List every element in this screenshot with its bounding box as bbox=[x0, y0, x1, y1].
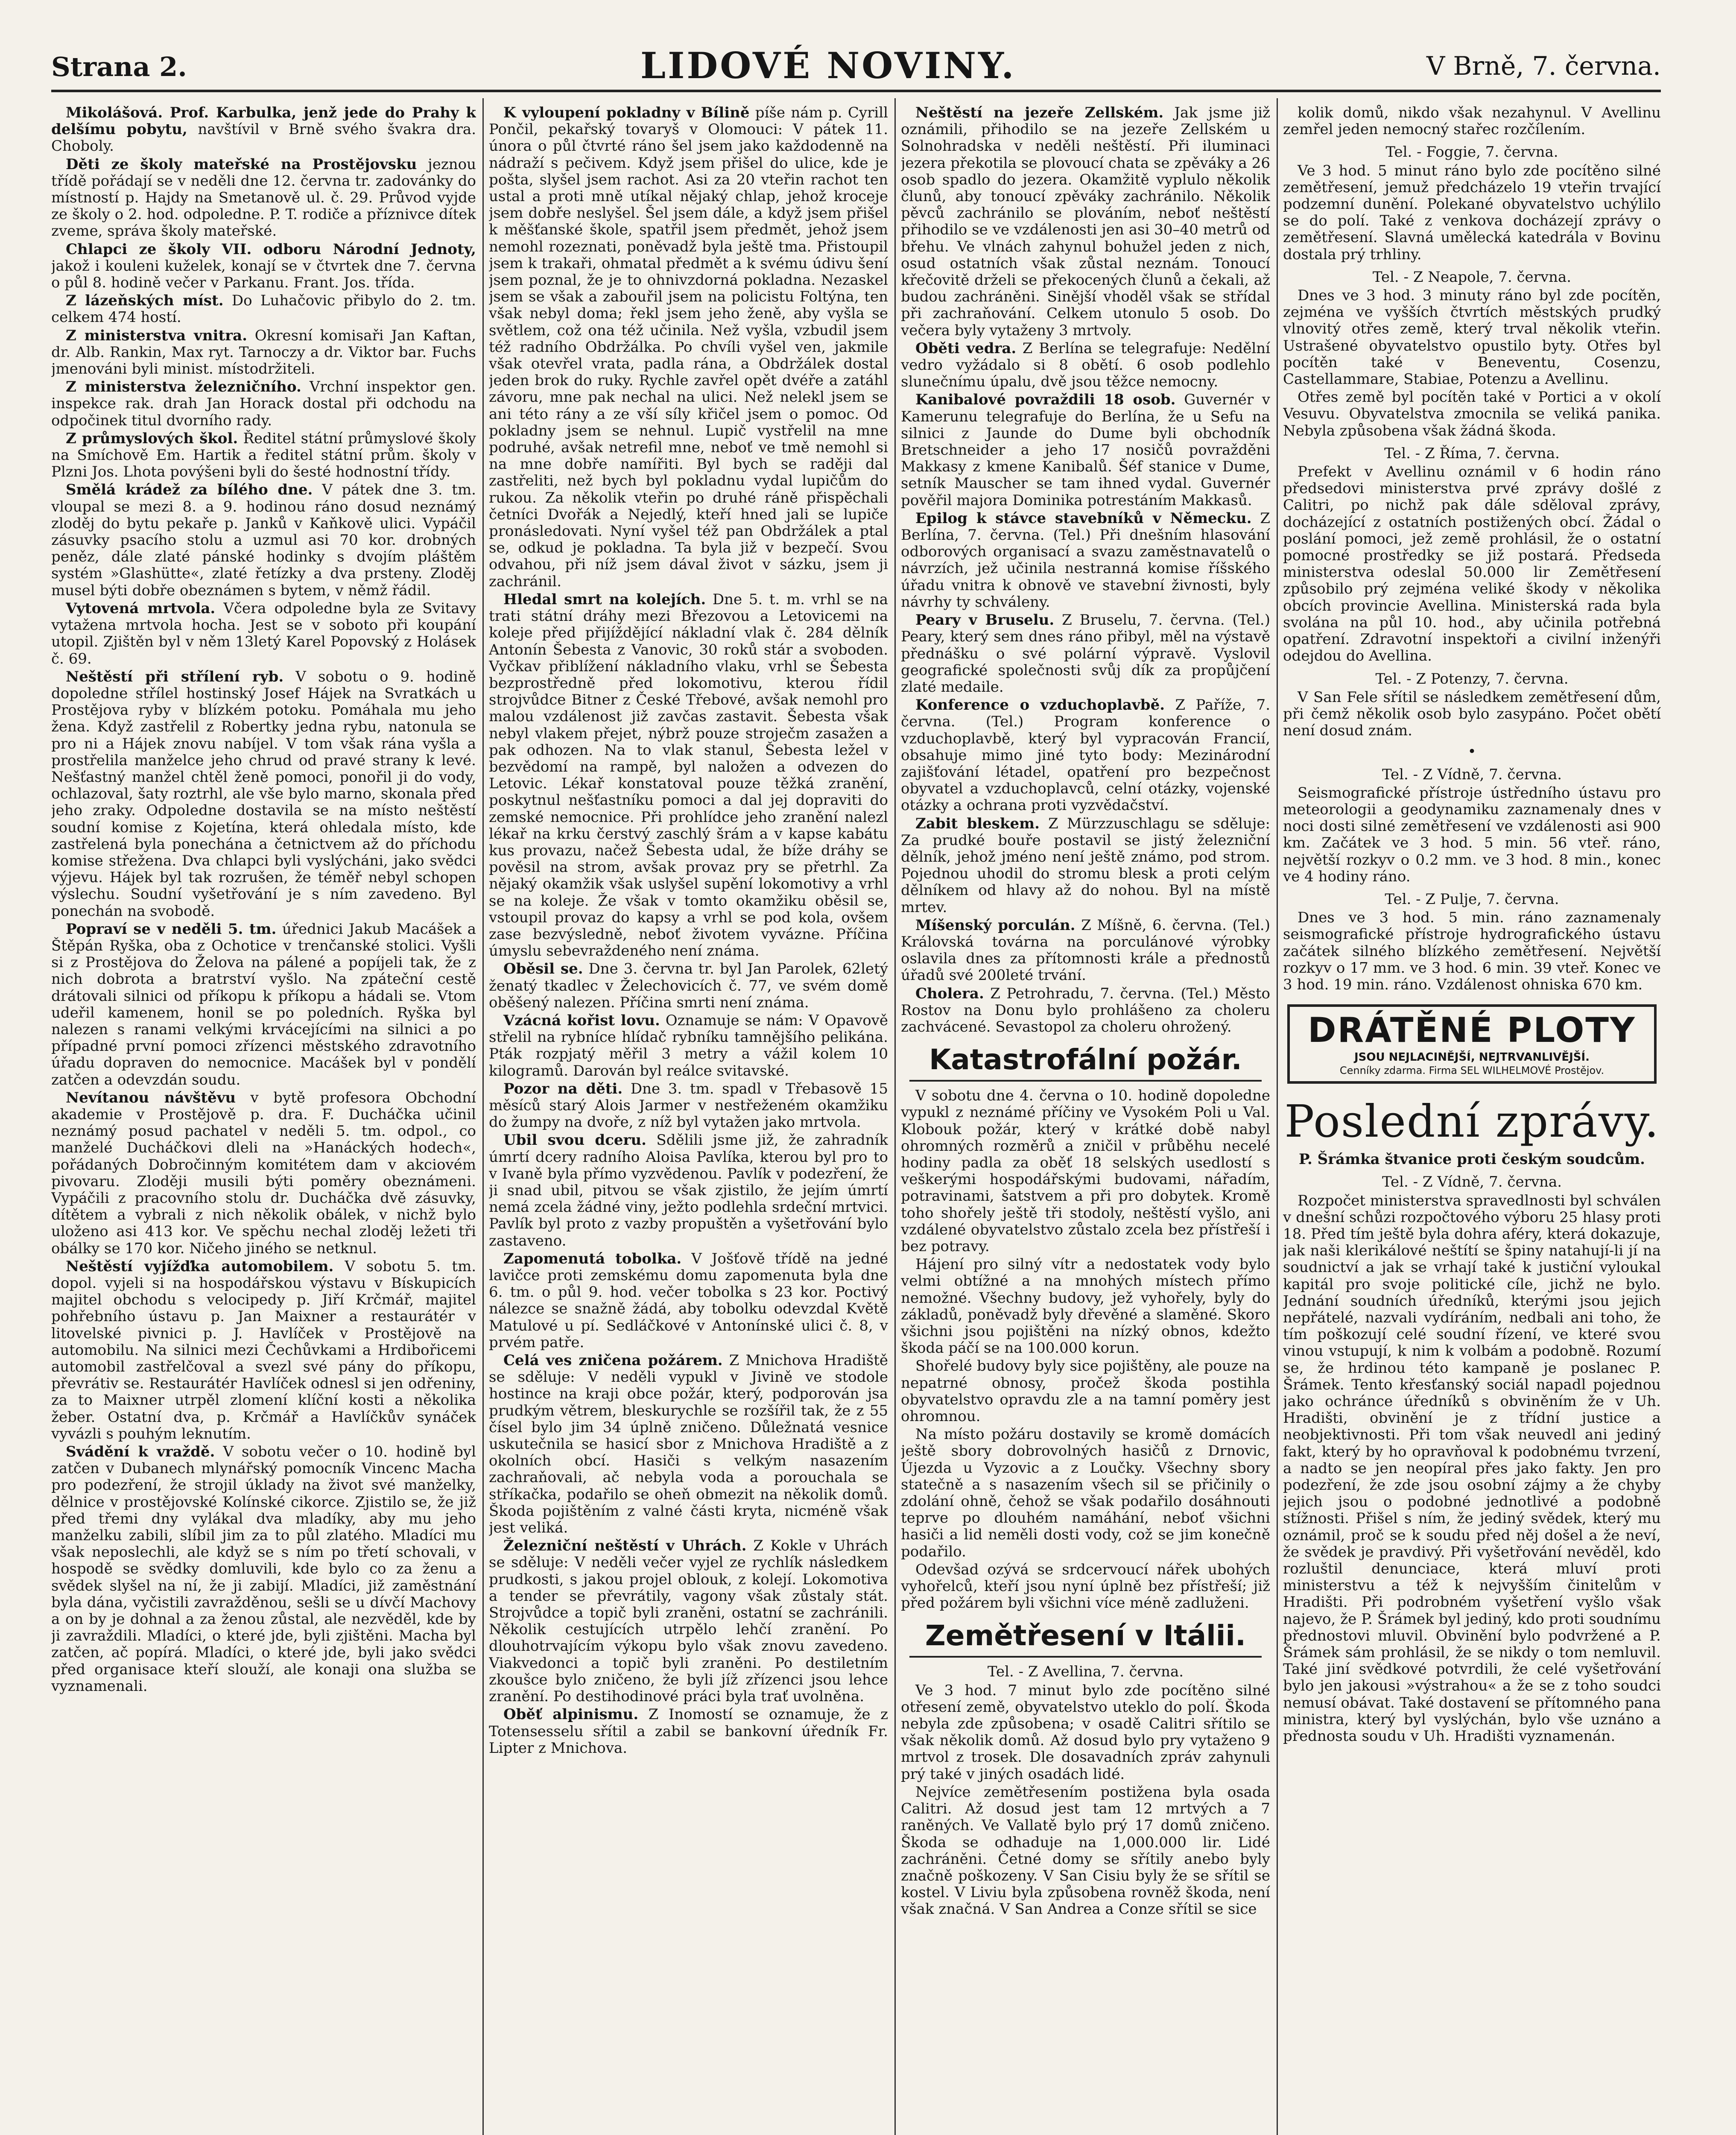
article-paragraph bbox=[901, 392, 1270, 509]
article-lead: Pozor na děti. bbox=[503, 1080, 623, 1097]
article-paragraph bbox=[51, 105, 476, 155]
article-text: v bytě profesora Obchodní akademie v Prostějově p. dra. F. Ducháčka učinil neznámý posud pachatel v neděli 5. tm. odpol., co manželé Ducháčkovi dleli na »Hanáckých hodech«, pořádaných Dobročinným komitétem dam v akciovém pivovaru. Zloději musili býti poměry obeznámeni. Vypáčili z pracovního stolu dr. Ducháčka dvě zásuvky, dítětem a vybrali z nich několik obálek, v nichž bylo uloženo asi 413 kor. Ve spěchu nechal zloděj ležeti tři obálky se 170 kor. Ničeho jiného se netknul. bbox=[51, 1089, 476, 1257]
article-text: Dnes ve 3 hod. 5 min. ráno zaznamenaly seismografické přístroje hydrografického ústavu začátek silného blízkého zemětřesení. Největší rozkyv o 17 mm. ve 3 hod. 6 min. 39 vteř. Konec ve 3 hod. 19 min. ráno. Vzdálenost ohniska 670 km. bbox=[1283, 909, 1661, 993]
article-text: Dne 3. tm. spadl v Třebasově 15 měsíců starý Alois Jarmer v nestřeženém okamžiku do žumpy na dvoře, z níž byl vytažen jako mrtvola. bbox=[489, 1080, 888, 1131]
article-text: Rozpočet ministerstva spravedlnosti byl schválen v dnešní schůzi rozpočtového výboru 25 hlasy proti 18. Před tím ještě byla dohra aféry, která dokazuje, jak naši klerikálové neštítí se špiny natahují-li jí na soudnictví a jak se vrhají také k justiční vyloukal kapitál pro svoje politické cíle, jichž ne bylo. Jednání soudních úředníků, kterými jsou jejich nepřátelé, nazvali vydíráním, nedbali ani toho, že tím poškozují celé soudní řízení, ve které svou vinou vstupují, k nim k volbám a podobně. Rozumí se, že hrdinou této kampaně je poslanec P. Šrámek. Tento křesťanský sociál napadl pojednou jako ochránce úředníků s obviněním že v Uh. Hradišti, obvinění je z třídní justice a neobjektivnosti. Při tom však neuvedl ani jediný fakt, který by ho opravňoval k podobnému tvrzení, a nadto se jen neopíral přes jako fakty. Jen pro podezření, že zde jsou osobní zájmy a že chyby jejich jsou o podobné jednotlivé a podobně stížnosti. Přišel s ním, že jediný svědek, který mu oznámil, proč se k soudu před něj došel a že neví, že svědek je pravdivý. Při vyšetřování nevěděl, kdo rozluštil denunciace, která mluví proti ministerstvu a též k nejvyšším činitelům v Hradišti. Při podrobném vyšetření vyšlo však najevo, že P. Šrámek byl jediný, kdo proti soudnímu přednostovi mluvil. Obvinění bylo podvržené a P. Šrámek sám prohlásil, že se nikdy o tom nemluvil. Také jiní svědkové potvrdili, že celé vyšetřování bylo jen jakousi »výstrahou« a že se z toho soudci nemusí obávat. Také dostavení se přítomného pana ministra, který byl vyslýchán, bylo vše uznáno a přednosta soudu v Uh. Hradišti vyznamenán. bbox=[1283, 1192, 1661, 1745]
article-paragraph bbox=[1283, 105, 1661, 138]
headline-underline bbox=[909, 1656, 1262, 1658]
article-paragraph bbox=[1283, 464, 1661, 664]
article-paragraph bbox=[1283, 910, 1661, 993]
article-paragraph bbox=[51, 1090, 476, 1257]
article-lead: Peary v Bruselu. bbox=[915, 611, 1055, 629]
article-text: V pátek dne 3. tm. vloupal se mezi 8. a 9. hodinou ráno dosud neznámý zloděj do bytu pekaře p. Janků v Kaňkově ulici. Vypáčil zásuvky psacího stolu a uzmul asi 70 kor. drobných peněz, dále zlaté pánské hodinky s dvojím pláštěm systém »Glashütte«, zlaté řetízky a dva prsteny. Zloděj musel býti dobře obeznámen s bytem, v němž řádil. bbox=[51, 481, 476, 599]
article-text: Seismografické přístroje ústředního ústavu pro meteorologii a geodynamiku zaznamenaly dnes v noci dosti silné zemětřesení ve vzdálenosti asi 900 km. Začátek ve 3 hod. 5 min. 56 vteř. ráno, největší rozkyv o 0.2 mm. ve 3 hod. 8 min., konec ve 4 hodiny ráno. bbox=[1283, 784, 1661, 885]
article-paragraph bbox=[51, 241, 476, 292]
article-paragraph bbox=[489, 1538, 888, 1705]
article-text: V sobotu večer o 10. hodině byl zatčen v Dubanech mlynářský pomocník Vincenc Macha pro podezření, že strojil úklady na život své manželky, dělnice v prostějovské Kolínské cikorce. Zjistilo se, že již před třemi dny vylákal dva mladíky, aby mu jeho manželku zabili, slíbil jim za to půl zlatého. Mladíci mu však neposlechli, ale když se s ním po třetí schovali, v hospodě se svědky domluvili, kde bylo co za ženu a svědek slyšel na ní, že ji zabijí. Mladíci, již zaměstnání byla dána, vyčistili zavražděnou, sešli se u dívčí Machovy a on by je dohnal a za ženou zůstal, ale nezvěděl, kde by ji zavraždili. Mladíci, o které jde, byli zjištěni. Macha byl zatčen, ač popírá. Mladíci, o které jde, byli jako svědci před organisace kteří slouží, ale konaji ona služba se vyznamenali. bbox=[51, 1443, 476, 1695]
article-lead: Ubil svou dceru. bbox=[503, 1132, 647, 1149]
article-text: V Jošťově třídě na jedné lavičce proti zemskému domu zapomenuta byla dne 6. tm. o půl 9. hod. večer tobolka s 23 kor. Poctivý nálezce se snažně žádá, aby tobolku odevzdal Květě Matulové u pí. Sedláčkové v Antonínské ulici č. 8, v prvém patře. bbox=[489, 1250, 888, 1351]
article-paragraph bbox=[901, 612, 1270, 696]
paper-title: LIDOVÉ NOVINY. bbox=[640, 44, 1016, 87]
ad-contact: Cenníky zdarma. Firma SEL WILHELMOVÉ Prostějov. bbox=[1339, 1065, 1604, 1077]
article-lead: Svádění k vraždě. bbox=[66, 1443, 215, 1461]
article-lead: Cholera. bbox=[915, 985, 984, 1002]
article-text: Na místo požáru dostavily se kromě domácích ještě sbory dobrovolných hasičů z Drnovic, Újezda u Vyzovic a z Loučky. Všechny sbory statečně a s nasazením všech sil se přičinily o zdolání ohně, čehož se však podařilo dosáhnouti teprve po dlouhém namáhání, neboť všichni hasiči a lid neměli dosti vody, což se jim konečně podařilo. bbox=[901, 1426, 1270, 1560]
article-paragraph bbox=[901, 1256, 1270, 1357]
article-paragraph bbox=[901, 816, 1270, 916]
article-paragraph bbox=[489, 961, 888, 1011]
article-paragraph bbox=[901, 1784, 1270, 1918]
article-lead: Děti ze školy mateřské na Prostějovsku bbox=[66, 155, 417, 173]
article-paragraph bbox=[51, 600, 476, 667]
article-lead: Z ministerstva vnitra. bbox=[66, 327, 247, 344]
article-text: navštívil v Brně svého švakra dra. Choboly. bbox=[51, 121, 476, 155]
article-lead: Z ministerstva železničního. bbox=[66, 378, 301, 396]
article-lead: Konference o vzduchoplavbě. bbox=[915, 696, 1165, 714]
article-paragraph bbox=[901, 1562, 1270, 1612]
article-text: Dne 3. června tr. byl Jan Parolek, 62letý ženatý tkadlec v Želechovicích č. 77, ve svém domě oběšený nalezen. Příčina smrti není známa. bbox=[489, 960, 888, 1011]
article-lead: Z průmyslových škol. bbox=[66, 430, 238, 447]
page-number: Strana 2. bbox=[51, 51, 187, 82]
article-lead: Vzácná kořist lovu. bbox=[503, 1012, 660, 1029]
article-paragraph bbox=[51, 1444, 476, 1695]
article-text: Z Kokle v Uhrách se sděluje: V neděli večer vyjel ze rychlík následkem prudkosti, s jakou projel oblouk, z kolejí. Lokomotiva a tender se převrátily, vagony však zůstaly stát. Strojvůdce a topič byli zraněni, ostatní se zachránili. Několik cestujících utrpělo lehčí zranění. Po dlouhotrvajícím výkopu bylo však znovu zavedeno. Viakvedonci a topič byli zraněni. Po destiletním zkoušce bylo zničeno, že byli jíž zřízenci jsou lehce zranění. Po destihodinové práci byla trať uvolněna. bbox=[489, 1537, 888, 1705]
article-lead: Vytovená mrtvola. bbox=[66, 600, 216, 617]
article-text: Z Mürzzuschlagu se sděluje: Za prudké bouře postavil se jistý železniční dělník, jehož jméno není ještě známo, pod strom. Pojednou uhodil do stromu blesk a proti celým dělníkem od hlavy až do nohou. Byl na místě mrtev. bbox=[901, 815, 1270, 916]
article-paragraph bbox=[901, 986, 1270, 1036]
article-text: jakož i kouleni kuželek, konají se v čtvrtek dne 7. června o půl 8. hodině večer v Parkanu. Frant. Jos. třída. bbox=[51, 257, 476, 292]
article-text: Z Mnichova Hradiště se sděluje: V neděli vypukl v Jivině ve stodole hostince na kraji obce požár, který, podporován jsa prudkým větrem, bleskurychle se rozšířil tak, že z 55 čísel bylo jim 34 úplně zničeno. Důležnatá vesnice uskutečnila se hasicí sbor z Mnichova Hradiště a z okolních obcí. Hasiči s velkým nasazením zachraňovali, ač nebyla voda a porouchala se stříkačka, podařilo se oheň obmezit na několik domů. Škoda pojištěním z valné části kryta, nicméně však jest veliká. bbox=[489, 1352, 888, 1537]
article-paragraph bbox=[51, 328, 476, 378]
article-lead: Smělá krádež za bílého dne. bbox=[66, 481, 313, 499]
article-text: V sobotu o 9. hodině dopoledne střílel hostinský Josef Hájek na Svratkách u Prostějova ryby v blízkém potoku. Pomáhala mu jeho žena. Když zastřelil z Robertky jedna rybu, natonula se pro ni a Hájek znovu nabíjel. V tom však rána vyšla a prostřelila manželce jeho chrud od pravé strany k levé. Nešťastný manžel chtěl ženě pomoci, ponořil ji do vody, ochlazoval, šaty roztrhl, ale vše bylo marno, skonala před jeho zraky. Odpoledne dostavila se na místo neštěstí soudní komise z Kojetína, která ohledala místo, kde zastřelená byla ponechána a četnictvem až do příchodu komise střežena. Dva chlapci byli vyslýcháni, jako svědci výjevu. Hájek byl tak rozrušen, že téměř nebyl schopen výslechu. Soudní vyšetřování je s ním zavedeno. Byl ponechán na svobodě. bbox=[51, 668, 476, 920]
article-text: Z Berlína, 7. června. (Tel.) Při dnešním hlasování odborových organisací a svazu zaměstnavatelů o návrzích, jež učinila nestranná komise říšského úřadu vnitra k obnově ve stavební živnosti, byly návrhy ty schváleny. bbox=[901, 509, 1270, 611]
article-text: Ve 3 hod. 7 minut bylo zde pocítěno silné otřesení země, obyvatelstvo uteklo do polí. Škoda nebyla zde způsobena; v osadě Calitri sřítilo se však několik domů. Až dosud bylo pry vytaženo 9 mrtvol z trosek. Dle dosavadních zpráv zahynuli prý také v jiných osadách lidé. bbox=[901, 1682, 1270, 1783]
article-paragraph bbox=[1283, 389, 1661, 439]
article-lead: Mikolášová. Prof. Karbulka, jenž jede do Prahy k delšímu pobytu, bbox=[51, 105, 476, 138]
dateline: Tel. - Z Avellina, 7. června. bbox=[987, 1663, 1184, 1681]
section-headline: Zemětřesení v Itálii. bbox=[925, 1619, 1246, 1652]
dateline: Tel. - Z Vídně, 7. června. bbox=[1382, 1173, 1562, 1191]
article-text: Dne 5. t. m. vrhl se na trati státní dráhy mezi Březovou a Letovicemi na koleje před přijíždějící nákladní vlak č. 284 dělník Antonín Šebesta z Vanovic, 30 roků stár a svoboden. Vyčkav přiblížení nákladního vlaku, vrhl se Šebesta bezprostředně před lokomotivu, kterou řídil strojvůdce Bitner z České Třebové, avšak nemohl pro malou vzdálenost již zavčas zastavit. Šebesta však nebyl vlakem přejet, nýbrž pouze stroječm zasažen a pak odhozen. Na to vlak stanul, Šebesta ležel v bezvědomí na rampě, byl naložen a odvezen do Letovic. Lékař konstatoval pouze těžká zranění, poskytnul nešťastníku pomoci a dal jej dopraviti do zemské nemocnice. Při prohlídce jeho zranění nalezl lékař na krku čerstvý zaschlý šrám a v kapse kabátu kus provazu, načež Šebesta udal, že bíže dráhy se pověsil na strom, avšak provaz pry se přetrhl. Za nějaký okamžik však uslyšel supění lokomotivy a vrhl se na koleje. Že však v tomto okamžiku oběsil se, vstoupil provaz do kapsy a vrhl se pod kola, ovšem zase bezvýsledně, neboť životem vyvázne. Příčina úmyslu sebevraždeného není známa. bbox=[489, 591, 888, 960]
section-separator: • bbox=[1467, 743, 1476, 760]
ad-tagline: JSOU NEJLACINĚJŠÍ, NEJTRVANLIVĚJŠÍ. bbox=[1354, 1051, 1590, 1064]
article-lead: Celá ves zničena požárem. bbox=[503, 1352, 723, 1369]
article-text: Do Luhačovic přibylo do 2. tm. celkem 474 hostí. bbox=[51, 292, 476, 326]
ad-headline: DRÁTĚNÉ PLOTY bbox=[1308, 1010, 1636, 1050]
article-paragraph bbox=[901, 1358, 1270, 1425]
article-text: Z Inomostí se oznamuje, že z Totensesselu sřítil a zabil se bankovní úředník Fr. Lipter z Mnichova. bbox=[489, 1706, 888, 1757]
article-paragraph bbox=[51, 156, 476, 240]
article-subheadline: P. Šrámka štvanice proti českým soudcům. bbox=[1299, 1151, 1645, 1168]
column-4 bbox=[1283, 105, 1661, 2135]
column-rule bbox=[1277, 98, 1278, 2135]
article-paragraph bbox=[901, 105, 1270, 339]
article-text: jeznou třídě pořádají se v neděli dne 12. června tr. zadovánky do místností p. Hajdy na Smetanově ul. č. 29. Průvod vyjde ze školy o 2. hod. odpoledne. P. T. rodiče a příznivce dítek zveme, správa školy mateřské. bbox=[51, 155, 476, 240]
article-text: Hájení pro silný vítr a nedostatek vody bylo velmi obtížné a na mnohých místech přímo nemožné. Všechny budovy, jež vyhořely, byly do základů, poněvadž byly dřevěné a slaměné. Skoro všichni jsou pojištěni na nízký obnos, kdežto škoda páčí se na 100.000 korun. bbox=[901, 1256, 1270, 1357]
article-paragraph bbox=[51, 921, 476, 1088]
article-lead: Popraví se v neděli 5. tm. bbox=[66, 920, 277, 938]
article-text: Shořelé budovy byly sice pojištěny, ale pouze na nepatrné obnosy, pročež škoda postihla obyvatelstvo opravdu zle a na tamní poměry jest ohromnou. bbox=[901, 1357, 1270, 1425]
article-lead: K vyloupení pokladny v Bílině bbox=[503, 105, 750, 121]
article-lead: Hledal smrt na kolejích. bbox=[503, 591, 706, 608]
article-paragraph bbox=[489, 1132, 888, 1249]
article-lead: Epilog k stávce stavebníků v Německu. bbox=[915, 509, 1252, 527]
issue-date: V Brně, 7. června. bbox=[1426, 51, 1661, 81]
article-paragraph bbox=[51, 292, 476, 326]
article-text: Ve 3 hod. 5 minut ráno bylo zde pocítěno silné zemětřesení, jemuž předcházelo 19 vteřin trvající podzemní dunění. Polekané obyvatelstvo uchýlilo se do polí. Také z venkova docházejí zprávy o zemětřesení. Slavná umělecká katedrála v Bovinu dostala prý trhliny. bbox=[1283, 162, 1661, 263]
article-text: Jak jsme již oznámili, přihodilo se na jezeře Zellském u Solnohradska v neděli neštěstí. Při iluminaci jezera překotila se plovoucí chata se zpěváky a 26 osob spadlo do jezera. Okamžitě vyplulo několik člunů, aby tonoucí zpěváky zachránilo. Několik pěvců zachránilo se plováním, neboť neštěstí přihodilo se ve vzdálenosti jen asi 30–40 metrů od břehu. Ve vlnách zahynul bohužel jeden z nich, osud ostatních však zůstal neznám. Tonoucí křečovitě drželi se překocených člunů a čekali, až budou zachráněni. Sinější vhoděl však se střídal při zachraňování. Celkem utonulo 5 osob. Do večera byly vytaženy 3 mrtvoly. bbox=[901, 105, 1270, 339]
column-1 bbox=[51, 105, 476, 2135]
article-paragraph bbox=[1283, 163, 1661, 263]
article-text: Z Míšně, 6. června. (Tel.) Královská továrna na porculánové výrobky oslavila dnes za přítomnosti krále a přednostů úřadů své 200leté trvání. bbox=[901, 916, 1270, 984]
section-headline: Katastrofální požár. bbox=[929, 1043, 1242, 1076]
dateline: Tel. - Z Pulje, 7. června. bbox=[1385, 890, 1559, 908]
column-3 bbox=[901, 105, 1270, 2135]
dateline: Tel. - Z Říma, 7. června. bbox=[1384, 445, 1560, 462]
article-text: Z Bruselu, 7. června. (Tel.) Peary, který sem dnes ráno přibyl, měl na výstavě přednášku o své polární výpravě. Vyslovil geografické společnosti svůj dík za propůjčení zlaté medaile. bbox=[901, 611, 1270, 696]
article-lead: Neštěstí na jezeře Zellském. bbox=[915, 105, 1164, 121]
article-text: Z Petrohradu, 7. června. (Tel.) Město Rostov na Donu bylo prohlášeno za choleru zachvácené. Sevastopol za choleru ohrožený. bbox=[901, 985, 1270, 1035]
article-paragraph bbox=[489, 591, 888, 959]
article-text: Včera odpoledne byla ze Svitavy vytažena mrtvola hocha. Jest se v soboto při koupání utopil. Zjištěn byl v něm 13letý Karel Popovský z Holásek č. 69. bbox=[51, 600, 476, 667]
article-text: úřednici Jakub Macášek a Štěpán Ryška, oba z Ochotice v trenčanské stolici. Vyšli si z Prostějova do Želova na pálené a popíjeli tak, že z nich dobrota a bratrství vyšlo. Na zpáteční cestě drátovali silnici od příkopu k příkopu a hádali se. Vtom udeřil kamenem, honil se po poledních. Ryška byl nalezen s ranami velkými krvácejícími na silnici a po případné první pomoci zřízenci městského zdravotního úřadu dopraven do nemocnice. Macášek byl v pondělí zatčen a odevzdán soudu. bbox=[51, 920, 476, 1088]
column-rule bbox=[894, 98, 896, 2135]
article-text: V sobotu dne 4. června o 10. hodině dopoledne vypukl z neznámé příčiny ve Vysokém Poli u Val. Klobouk požár, který v krátké době nabyl ohromných rozměrů a zničil v průběhu necelé hodiny padla za oběť 18 selských usedlostí s veškerými hospodářskými budovami, nářadím, potravinami, šatstvem a při pro dobytek. Kromě toho shořely ještě tři stodoly, neštěstí vyšlo, ani vzdálené obyvatelstvo zůstalo zcela bez přístřeší i bez potravy. bbox=[901, 1087, 1270, 1255]
article-paragraph bbox=[489, 1081, 888, 1131]
article-lead: Neštěstí vyjížďka automobilem. bbox=[66, 1258, 334, 1275]
article-lead: Neštěstí při střílení ryb. bbox=[66, 668, 284, 685]
dateline: Tel. - Z Neapole, 7. června. bbox=[1372, 268, 1572, 286]
article-paragraph bbox=[1283, 287, 1661, 388]
article-text: Odevšad ozývá se srdcervoucí nářek ubohých vyhořelců, kteří jsou nyní úplně bez přístřeší; již před požárem byli všichni více méně zadluženi. bbox=[901, 1561, 1270, 1612]
article-lead: Zabit bleskem. bbox=[915, 815, 1040, 832]
article-lead: Chlapci ze školy VII. odboru Národní Jednoty, bbox=[66, 240, 476, 258]
article-paragraph bbox=[489, 1352, 888, 1536]
article-text: píše nám p. Cyrill Pončil, pekařský tovaryš v Olomouci: V pátek 11. února o půl čtvrté ráno šel jsem jako každodenně na nádraží s pečivem. Když jsem přišel do ulice, kde je pošta, slyšel jsem rachot. Asi za 20 vteřin rachot ten ustal a proti mně utíkal nějaký chlap, jehož kroceje jsem dobře neslyšel. Šel jsem dále, a když jsem přišel k měšťanské škole, spatřil jsem předmět, jehož jsem nemohl rozeznati, poněvadž byla ještě tma. Přistoupil jsem k trakaři, ohmatal předmět a k svému údivu šení jsem poznal, že je to ohnivzdorná pokladna. Nezaskel jsem se však a zabouřil jsem na policistu Foltýna, ten však nebyl doma; řekl jsem jeho ženě, aby vyšla se světlem, což ona též učinila. Než vyšla, vzbudil jsem též radního Obdržálka. Po chvíli vyšel ven, jakmile však otevřel vrata, padla rána, a Obdržálek dostal jeden brok do ruky. Rychle zavřel opět dvéře a zatáhl závoru, mne pak nechal na ulici. Než nelekl jsem se ani této rány a ze vší síly křičel jsem o pomoc. Od pokladny jsem se nehnul. Lupič vystřelil na mne podruhé, avšak netrefil mne, neboť ve tmě nemohl si na mne dobře namířiti. Byl bych se raději dal zastřeliti, než bych byl pokladnu vydal lupičům do rukou. Za několik vteřin po druhé ráně přispěchali četníci Dvořák a Nejedlý, kteří hned jali se lupiče pronásledovati. Nyní vyšel též pan Obdržálek a ptal se, odkud je pokladna. Ta byla již v bezpečí. Svou odvahou, při níž jsem dával život v sázku, jsem ji zachránil. bbox=[489, 105, 888, 590]
article-text: Sdělili jsme již, že zahradník úmrtí dcery radního Aloisa Pavlíka, kterou byl pro to v Ivaně byla přímo vyzvědenou. Pavlík v podezření, že ji snad ubil, pitvou se však zjistilo, že jejím úmrtí nemá zcela žádné viny, ježto podlehla srdeční mrtvici. Pavlík byl proto z vazby propuštěn a vyšetřování bylo zastaveno. bbox=[489, 1132, 888, 1249]
article-paragraph bbox=[901, 510, 1270, 611]
article-lead: Nevítanou návštěvu bbox=[66, 1089, 236, 1106]
article-text: kolik domů, nikdo však nezahynul. V Avellinu zemřel jeden nemocný stařec rozčílením. bbox=[1283, 105, 1661, 138]
article-paragraph bbox=[51, 430, 476, 481]
article-text: Otřes země byl pocítěn také v Portici a v okolí Vesuvu. Obyvatelstva zmocnila se veliká panika. Nebyla způsobena však žádná škoda. bbox=[1283, 389, 1661, 439]
article-paragraph bbox=[901, 1088, 1270, 1255]
article-paragraph bbox=[51, 669, 476, 920]
article-lead: Zapomenutá tobolka. bbox=[503, 1250, 682, 1267]
article-text: V sobotu 5. tm. dopol. vyjeli si na hospodářskou výstavu v Bískupicích majitel obchodu s velocipedy p. Jiří Krčmář, majitel pohřebního ústavu p. Jan Maixner a restaurátér v litovelské pivnici p. J. Havlíček v Prostějově na automobilu. Na silnici mezi Čechůvkami a Hrdibořicemi automobil zastřelčoval a svezl své pány do příkopu, převrátiv se. Restaurátér Havlíček odnesl si jen odřeniny, za to Maixner utrpěl zlomení klíční kosti a několika žeber. Ostatní dva, p. Krčmář a Havlíčkův synáček vyvázli s pouhým leknutím. bbox=[51, 1258, 476, 1442]
article-text: Z Berlína se telegrafuje: Nedělní vedro vyžádalo si 8 obětí. 6 osob podlehlo slunečnímu úpalu, dvě jsou těžce nemocny. bbox=[901, 339, 1270, 391]
article-paragraph bbox=[51, 379, 476, 429]
article-lead: Míšenský porculán. bbox=[915, 916, 1076, 934]
article-text: Oznamuje se nám: V Opavově střelil na rybníce hlídač rybníku tamnějšího pelikána. Pták rozpjatý měřil 3 metry a vážil kolem 10 kilogramů. Darován byl reálce svitavské. bbox=[489, 1012, 888, 1079]
article-paragraph bbox=[489, 105, 888, 590]
article-paragraph bbox=[901, 1426, 1270, 1560]
article-lead: Oběť alpinismu. bbox=[503, 1706, 639, 1723]
article-text: Nejvíce zemětřesením postižena byla osada Calitri. Až dosud jest tam 12 mrtvých a 7 raněných. Ve Vallatě bylo prý 17 domů zničeno. Škoda se odhaduje na 1,000.000 lir. Lidé zachráněni. Četné domy se sřítily anebo byly značně poškozeny. V San Cisiu byly že se sřítil se kostel. V Liviu byla způsobena rovněž škoda, není však značná. V San Andrea a Conze sřítil se sice bbox=[901, 1783, 1270, 1918]
column-rule bbox=[482, 98, 484, 2135]
headline-underline bbox=[909, 1080, 1262, 1082]
article-paragraph bbox=[901, 917, 1270, 984]
masthead bbox=[51, 43, 1661, 92]
article-lead: Kanibalové povraždili 18 osob. bbox=[915, 391, 1176, 409]
article-text: Vrchní inspektor gen. inspekce rak. drah Jan Horack dostal při odchodu na odpočinek titul dvorního rady. bbox=[51, 378, 476, 429]
article-lead: Oběsil se. bbox=[503, 960, 583, 978]
article-paragraph bbox=[489, 1706, 888, 1757]
article-paragraph bbox=[901, 340, 1270, 391]
article-paragraph bbox=[51, 482, 476, 599]
article-text: Guvernér v Kamerunu telegrafuje do Berlína, že u Sefu na silnici z Jaunde do Dume byli obchodník Bretschneider a jeho 17 nosičů povražděni Makkasy z kmene Kanibalů. Šéf stanice v Dume, setník Mauscher se tam ihned vydal. Guvernér pověřil majora Dominika potrestáním Makkasů. bbox=[901, 391, 1270, 509]
article-paragraph bbox=[901, 1682, 1270, 1783]
advertisement bbox=[1287, 1004, 1657, 1084]
article-lead: Oběti vedra. bbox=[915, 339, 1017, 357]
article-text: Z Paříže, 7. června. (Tel.) Program konference o vzduchoplavbě, který byl vypracován Francií, obsahuje mimo jiné tyto body: Mezinárodní zajišťování létadel, opatření pro bezpečnost obyvatel a vzduchoplavců, celní otázky, vojenské otázky a ochrana proti vyzvědačství. bbox=[901, 696, 1270, 814]
article-text: Prefekt v Avellinu oznámil v 6 hodin ráno předsedovi ministerstva prvé zprávy došlé z Calitri, po nichž pak dále sděloval zprávy, docházející z ostatních postižených obcí. Žádal o poslání pomoci, jež země prohlásil, že o ostatní pomocné prostředky se již postará. Předseda ministerstva odeslal 50.000 lir Zemětřesení způsobilo prý zejména veliké škody v několika obcích provincie Avellina. Ministerská rada byla svolána na půl 10. hod., aby učinila potřebná opatření. Zdravotní inspektoři a civilní inženýři odejdou do Avellina. bbox=[1283, 463, 1661, 665]
dateline: Tel. - Foggie, 7. června. bbox=[1385, 143, 1558, 161]
article-text: Okresní komisaři Jan Kaftan, dr. Alb. Rankin, Max ryt. Tarnoczy a dr. Viktor bar. Fuchs jmenováni byli minist. místodržiteli. bbox=[51, 327, 476, 378]
late-news-title: Poslední zprávy. bbox=[1284, 1095, 1660, 1148]
article-paragraph bbox=[1283, 689, 1661, 740]
article-paragraph bbox=[1283, 1193, 1661, 1745]
article-text: V San Fele sřítil se následkem zemětřesení dům, při čemž několik osob bylo zasypáno. Počet obětí není dosud znám. bbox=[1283, 688, 1661, 740]
article-text: Ředitel státní průmyslové školy na Smíchově Em. Hartik a ředitel státní prům. školy v Plzni Jos. Lhota povýšeni byli do šesté hodnostní třídy. bbox=[51, 430, 476, 481]
article-paragraph bbox=[901, 697, 1270, 814]
article-lead: Z lázeňských míst. bbox=[66, 292, 224, 310]
article-lead: Železniční neštěstí v Uhrách. bbox=[503, 1537, 747, 1555]
article-paragraph bbox=[51, 1258, 476, 1442]
article-paragraph bbox=[489, 1251, 888, 1351]
dateline: Tel. - Z Vídně, 7. června. bbox=[1382, 766, 1562, 783]
article-paragraph bbox=[1283, 785, 1661, 885]
column-2 bbox=[489, 105, 888, 2135]
article-paragraph bbox=[489, 1012, 888, 1079]
dateline: Tel. - Z Potenzy, 7. června. bbox=[1375, 670, 1569, 687]
article-text: Dnes ve 3 hod. 3 minuty ráno byl zde pocítěn, zejména ve vyšších čtvrtích městských prudký vlnovitý otřes země, který trval několik vteřin. Ustrašené obyvatelstvo opustilo byty. Otřes byl pocítěn také v Beneventu, Cosenzu, Castellammare, Stabiae, Potenzu a Avellinu. bbox=[1283, 287, 1661, 388]
